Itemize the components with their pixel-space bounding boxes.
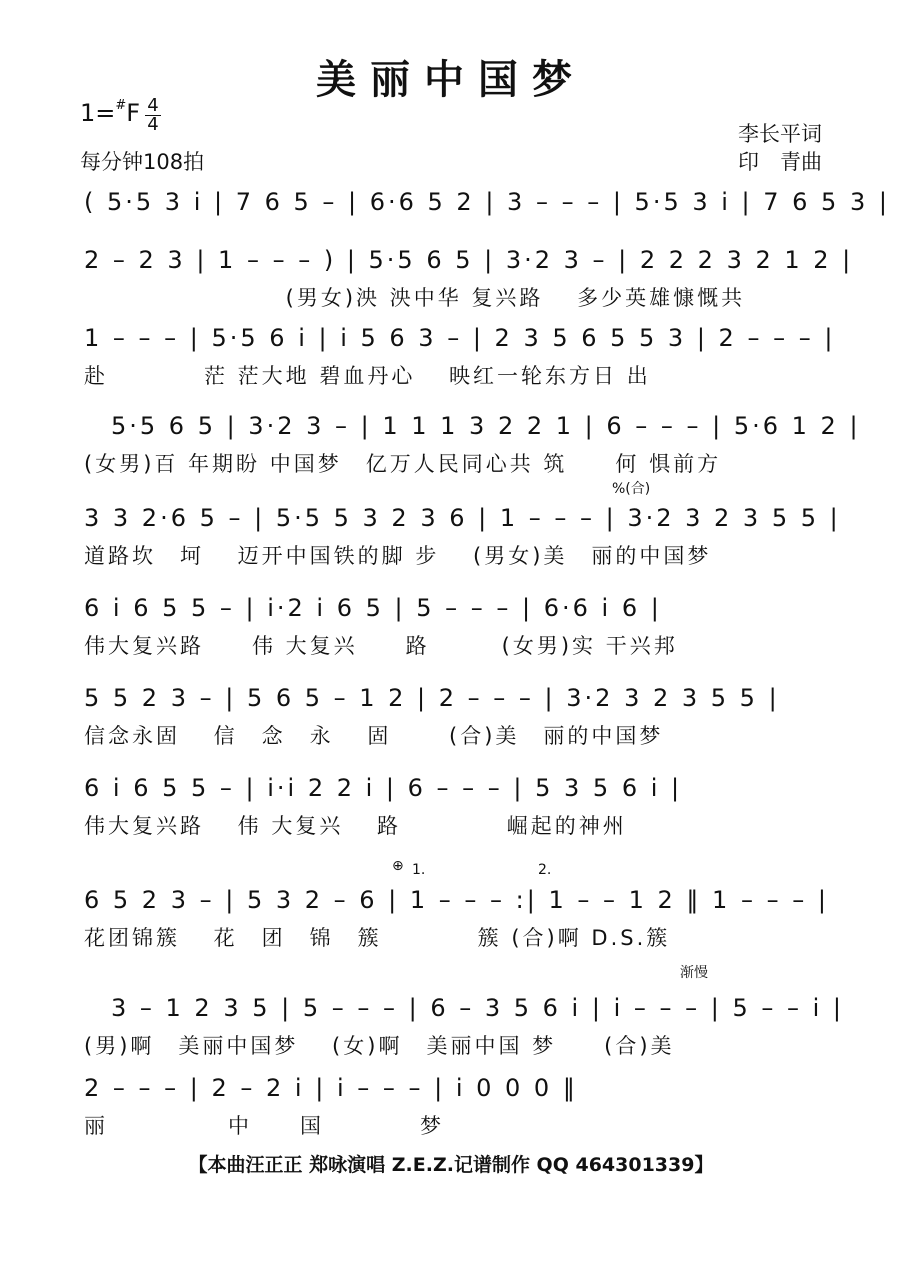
notation-line: 6 i 6 5 5 – | i·2 i 6 5 | 5 – – – | 6·6 i 6 | [84,594,662,622]
time-signature [145,97,161,134]
tempo: 每分钟108拍 [80,150,205,174]
time-top: 4 [147,95,159,116]
score-row [0,496,902,586]
lyrics-line: 伟大复兴路 伟 大复兴 路 崛起的神州 [84,814,627,838]
time-bottom: 4 [145,115,161,134]
coda-mark: ⊕ [392,858,404,874]
ritardando-mark: 渐慢 [680,965,708,981]
lyrics-line: (男)啊 美丽中国梦 (女)啊 美丽中国 梦 (合)美 [84,1034,675,1058]
notation-line: 6 5 2 3 – | 5 3 2 – 6 | 1 – – – :| 1 – – 1 2 ‖ 1 – – – | [84,886,829,914]
lyrics-line: (女男)百 年期盼 中国梦 亿万人民同心共 筑 何 惧前方 [84,452,722,476]
volta-2: 2. [538,862,552,878]
notation-line: ( 5·5 3 i | 7 6 5 – | 6·6 5 2 | 3 – – – | 5·5 3 i | 7 6 5 3 | [84,188,890,216]
lyrics-line: 赴 茫 茫大地 碧血丹心 映红一轮东方日 出 [84,364,651,388]
score-row [0,1066,902,1156]
key-sharp: # [115,98,127,113]
score-row [0,766,902,856]
key-note: F [126,99,141,127]
segno-mark: %(合) [612,481,651,497]
notation-line: 5 5 2 3 – | 5 6 5 – 1 2 | 2 – – – | 3·2 3 2 3 5 5 | [84,684,780,712]
notation-line: 6 i 6 5 5 – | i·i 2 2 i | 6 – – – | 5 3 5 6 i | [84,774,683,802]
score-row [0,586,902,676]
lyrics-line: (男女)泱 泱中华 复兴路 多少英雄慷慨共 [84,286,746,310]
composer: 印 青曲 [738,150,822,174]
lyrics-line: 伟大复兴路 伟 大复兴 路 (女男)实 干兴邦 [84,634,678,658]
lyrics-line: 花团锦簇 花 团 锦 簇 簇 (合)啊 D.S.簇 [84,926,671,950]
lyrics-line: 丽 中 国 梦 [84,1114,444,1138]
key-signature [80,98,140,127]
score-row [0,316,902,406]
key-prefix: 1= [80,99,116,127]
lyricist: 李长平词 [738,122,822,146]
score-row [0,404,902,494]
page-title: 美丽中国梦 [316,57,586,103]
score-row [0,238,902,328]
volta-1: 1. [412,862,426,878]
notation-line: 2 – – – | 2 – 2 i | i – – – | i 0 0 0 ‖ [84,1074,578,1102]
notation-line: 3 – 1 2 3 5 | 5 – – – | 6 – 3 5 6 i | i – – – | 5 – – i | [84,994,845,1022]
lyrics-line: 道路坎 坷 迈开中国铁的脚 步 (男女)美 丽的中国梦 [84,544,712,568]
score-row [0,986,902,1076]
notation-line: 2 – 2 3 | 1 – – – ) | 5·5 6 5 | 3·2 3 – | 2 2 2 3 2 1 2 | [84,246,854,274]
notation-line: 5·5 6 5 | 3·2 3 – | 1 1 1 3 2 2 1 | 6 – – – | 5·6 1 2 | [84,412,861,440]
score-row [0,878,902,968]
notation-line: 1 – – – | 5·5 6 i | i 5 6 3 – | 2 3 5 6 5 5 3 | 2 – – – | [84,324,836,352]
footer-credit: 【本曲汪正正 郑咏演唱 Z.E.Z.记谱制作 QQ 464301339】 [188,1154,714,1176]
notation-line: 3 3 2·6 5 – | 5·5 5 3 2 3 6 | 1 – – – | 3·2 3 2 3 5 5 | [84,504,841,532]
score-row [0,676,902,766]
lyrics-line: 信念永固 信 念 永 固 (合)美 丽的中国梦 [84,724,664,748]
